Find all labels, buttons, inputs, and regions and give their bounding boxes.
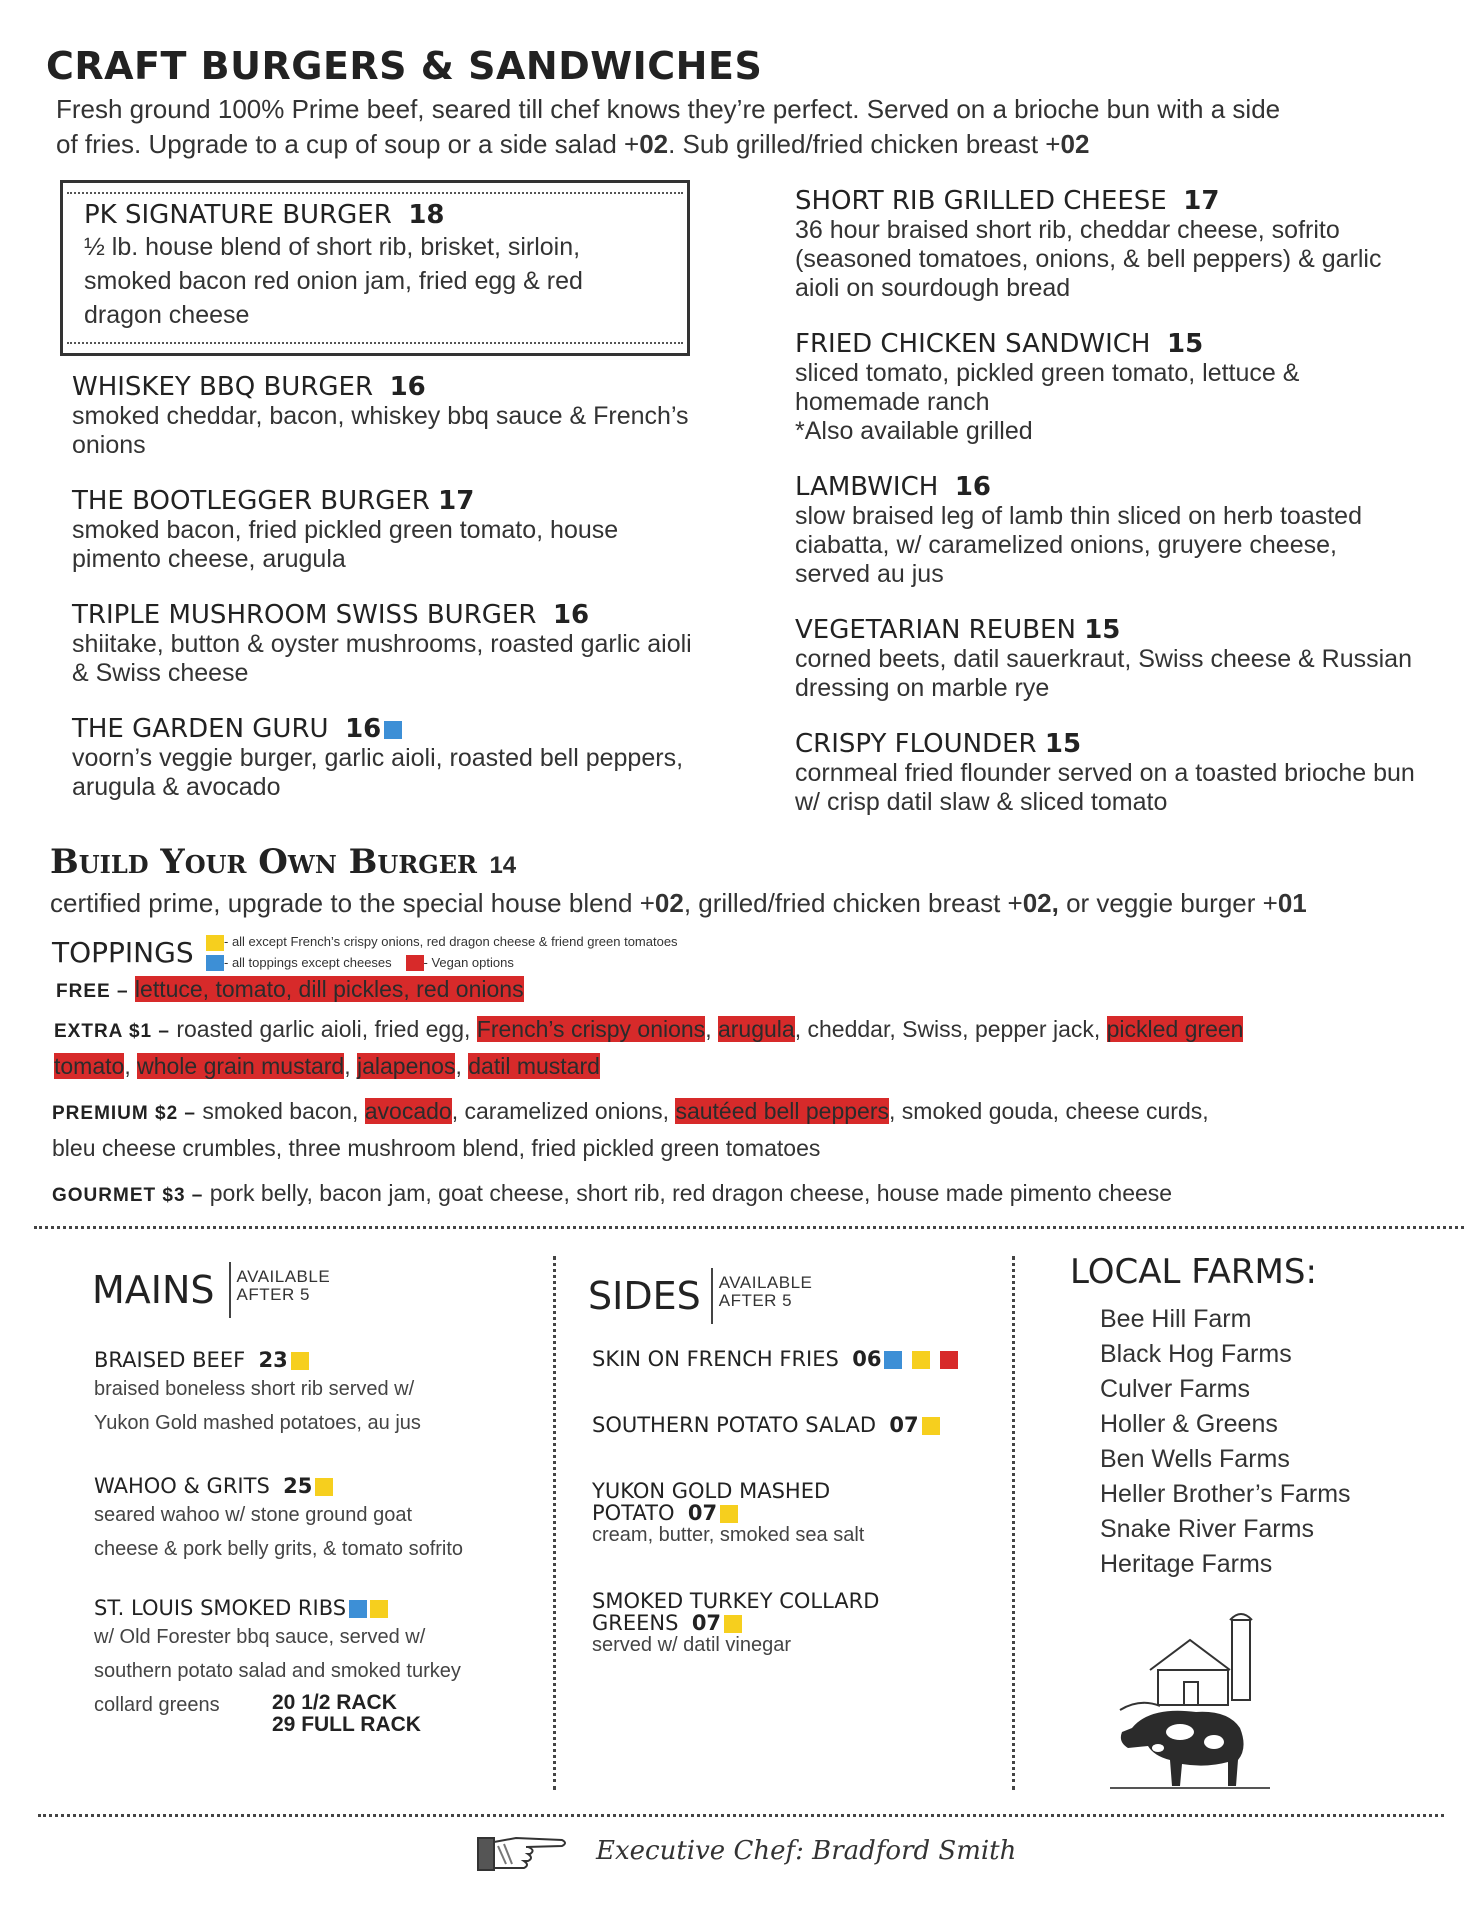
- byo-desc: certified prime, upgrade to the special house blend +02, grilled/fried chicken breast +02, or veggie burger +01: [50, 888, 1307, 918]
- farm-item: Snake River Farms: [1100, 1515, 1314, 1543]
- toppings-legend: - all except French’s crispy onions, red dragon cheese & friend green tomatoes - all toppings except cheeses - Vegan options: [206, 934, 678, 971]
- toppings-premium: PREMIUM $2 – smoked bacon, avocado, caramelized onions, sautéed bell peppers, smoked gouda, cheese curds, bleu cheese crumbles, three mushroom blend, fried pickled green tomatoes: [52, 1098, 1209, 1161]
- blue-square-icon: [884, 1351, 902, 1369]
- byo-heading: [50, 842, 516, 882]
- farms-list: [1100, 1302, 1351, 1582]
- yellow-square-icon: [315, 1478, 333, 1496]
- menu-item: [795, 472, 1415, 589]
- main-item: WAHOO & GRITS 25 seared wahoo w/ stone ground goat cheese & pork belly grits, & tomato sofrito: [94, 1474, 464, 1560]
- menu-item: [72, 714, 692, 802]
- item-name: THE GARDEN GURU: [72, 714, 329, 744]
- menu-item: [72, 372, 692, 460]
- sides-title: SIDES: [588, 1274, 701, 1318]
- item-price: 16: [552, 600, 590, 630]
- intro-line-1: Fresh ground 100% Prime beef, seared till chef knows they’re perfect. Served on a brioche bun with a side: [56, 94, 1281, 124]
- intro-line-2: of fries. Upgrade to a cup of soup or a side salad +02. Sub grilled/fried chicken breast +02: [56, 129, 1090, 159]
- item-desc: corned beets, datil sauerkraut, Swiss cheese & Russian dressing on marble rye: [795, 645, 1412, 702]
- farm-item: Heller Brother’s Farms: [1100, 1480, 1351, 1508]
- sides-header: [588, 1268, 812, 1324]
- toppings-title: TOPPINGS: [52, 936, 194, 969]
- item-name: THE BOOTLEGGER BURGER: [72, 486, 430, 516]
- side-item: SMOKED TURKEY COLLARD GREENS 07 served w/ datil vinegar: [592, 1589, 880, 1656]
- right-column: [795, 186, 1415, 843]
- item-name: SHORT RIB GRILLED CHEESE: [795, 186, 1167, 216]
- side-item: SOUTHERN POTATO SALAD 07: [592, 1414, 940, 1436]
- yellow-square-icon: [912, 1351, 930, 1369]
- item-price: 17: [438, 486, 475, 516]
- item-price: 15: [1044, 729, 1082, 759]
- byo-title: Build Your Own Burger: [50, 842, 477, 882]
- item-note: *Also available grilled: [795, 417, 1033, 445]
- menu-item: [795, 329, 1415, 446]
- farm-item: Holler & Greens: [1100, 1410, 1278, 1438]
- left-item: [84, 200, 644, 358]
- item-name: TRIPLE MUSHROOM SWISS BURGER: [72, 600, 537, 630]
- yellow-square-icon: [720, 1505, 738, 1523]
- divider-top: [34, 1226, 1464, 1229]
- item-desc: ½ lb. house blend of short rib, brisket, sirloin, smoked bacon red onion jam, fried egg & red dragon cheese: [84, 233, 583, 329]
- side-item: SKIN ON FRENCH FRIES 06: [592, 1348, 958, 1370]
- side-item: YUKON GOLD MASHED POTATO 07 cream, butter, smoked sea salt: [592, 1479, 865, 1546]
- farms-title: LOCAL FARMS:: [1070, 1252, 1317, 1292]
- toppings-gourmet: GOURMET $3 – pork belly, bacon jam, goat cheese, short rib, red dragon cheese, house made pimento cheese: [52, 1180, 1173, 1206]
- mains-header: [92, 1262, 330, 1318]
- item-desc: sliced tomato, pickled green tomato, lettuce & homemade ranch: [795, 359, 1300, 416]
- item-price: 18: [408, 200, 445, 230]
- item-name: CRISPY FLOUNDER: [795, 729, 1037, 759]
- farm-cow-illustration-icon: [1110, 1610, 1270, 1790]
- item-price: 16: [345, 714, 382, 744]
- yellow-square-icon: [291, 1352, 309, 1370]
- rib-prices: 20 1/2 RACK 29 FULL RACK: [272, 1691, 421, 1736]
- farm-item: Bee Hill Farm: [1100, 1305, 1252, 1333]
- menu-item: [84, 200, 644, 332]
- farm-item: Ben Wells Farms: [1100, 1445, 1290, 1473]
- mains-availability: AVAILABLE AFTER 5: [229, 1262, 331, 1318]
- byo-price: 14: [489, 852, 517, 879]
- blue-square-icon: [384, 721, 402, 739]
- menu-item: [72, 600, 692, 688]
- farm-item: Heritage Farms: [1100, 1550, 1273, 1578]
- yellow-square-icon: [922, 1417, 940, 1435]
- menu-item: [795, 729, 1415, 817]
- yellow-square-icon: [724, 1615, 742, 1633]
- red-square-icon: [940, 1351, 958, 1369]
- executive-chef: Executive Chef: Bradford Smith: [596, 1836, 1017, 1866]
- item-price: 16: [389, 372, 426, 402]
- farm-item: Culver Farms: [1100, 1375, 1251, 1403]
- item-name: PK SIGNATURE BURGER: [84, 200, 392, 230]
- menu-item: [72, 486, 692, 574]
- burgers-intro: [56, 92, 1456, 162]
- left-column: [72, 372, 692, 828]
- farm-item: Black Hog Farms: [1100, 1340, 1292, 1368]
- red-square-icon: [406, 955, 424, 971]
- item-price: 15: [1084, 615, 1121, 645]
- yellow-square-icon: [206, 935, 224, 951]
- toppings-extra: EXTRA $1 – roasted garlic aioli, fried egg, French’s crispy onions, arugula, cheddar, Swiss, pepper jack, pickled green tomato, whole grain mustard, jalapenos, datil mustard: [54, 1016, 1244, 1079]
- item-price: 16: [954, 472, 992, 502]
- menu-item: [795, 615, 1415, 703]
- item-desc: shiitake, button & oyster mushrooms, roasted garlic aioli & Swiss cheese: [72, 630, 692, 687]
- item-price: 17: [1183, 186, 1220, 216]
- main-item: ST. LOUIS SMOKED RIBS w/ Old Forester bbq sauce, served w/ southern potato salad and smoked turkey collard greens 20 1/2 RACK 29 FULL RACK: [94, 1596, 461, 1736]
- item-desc: voorn’s veggie burger, garlic aioli, roasted bell peppers, arugula & avocado: [72, 744, 684, 801]
- item-desc: 36 hour braised short rib, cheddar cheese, sofrito (seasoned tomatoes, onions, & bell peppers) & garlic aioli on sourdough bread: [795, 216, 1382, 302]
- toppings-free: FREE – lettuce, tomato, dill pickles, red onions: [56, 976, 524, 1002]
- item-name: LAMBWICH: [795, 472, 939, 502]
- divider-left: [553, 1256, 556, 1790]
- item-desc: cornmeal fried flounder served on a toasted brioche bun w/ crisp datil slaw & sliced tomato: [795, 759, 1415, 816]
- blue-square-icon: [349, 1600, 367, 1618]
- item-name: FRIED CHICKEN SANDWICH: [795, 329, 1151, 359]
- divider-bottom: [38, 1814, 1444, 1817]
- menu-item: [795, 186, 1415, 303]
- section-title-burgers: CRAFT BURGERS & SANDWICHES: [46, 44, 763, 88]
- divider-right: [1012, 1256, 1015, 1790]
- item-name: VEGETARIAN REUBEN: [795, 615, 1076, 645]
- item-desc: slow braised leg of lamb thin sliced on herb toasted ciabatta, w/ caramelized onions, gruyere cheese, served au jus: [795, 502, 1362, 588]
- item-desc: smoked cheddar, bacon, whiskey bbq sauce & French’s onions: [72, 402, 689, 459]
- item-price: 15: [1166, 329, 1204, 359]
- sides-availability: AVAILABLE AFTER 5: [711, 1268, 813, 1324]
- item-desc: smoked bacon, fried pickled green tomato, house pimento cheese, arugula: [72, 516, 619, 573]
- main-item: BRAISED BEEF 23 braised boneless short rib served w/ Yukon Gold mashed potatoes, au jus: [94, 1348, 421, 1434]
- pointing-hand-icon: [476, 1828, 568, 1878]
- mains-title: MAINS: [92, 1268, 215, 1312]
- blue-square-icon: [206, 955, 224, 971]
- yellow-square-icon: [370, 1600, 388, 1618]
- item-name: WHISKEY BBQ BURGER: [72, 372, 374, 402]
